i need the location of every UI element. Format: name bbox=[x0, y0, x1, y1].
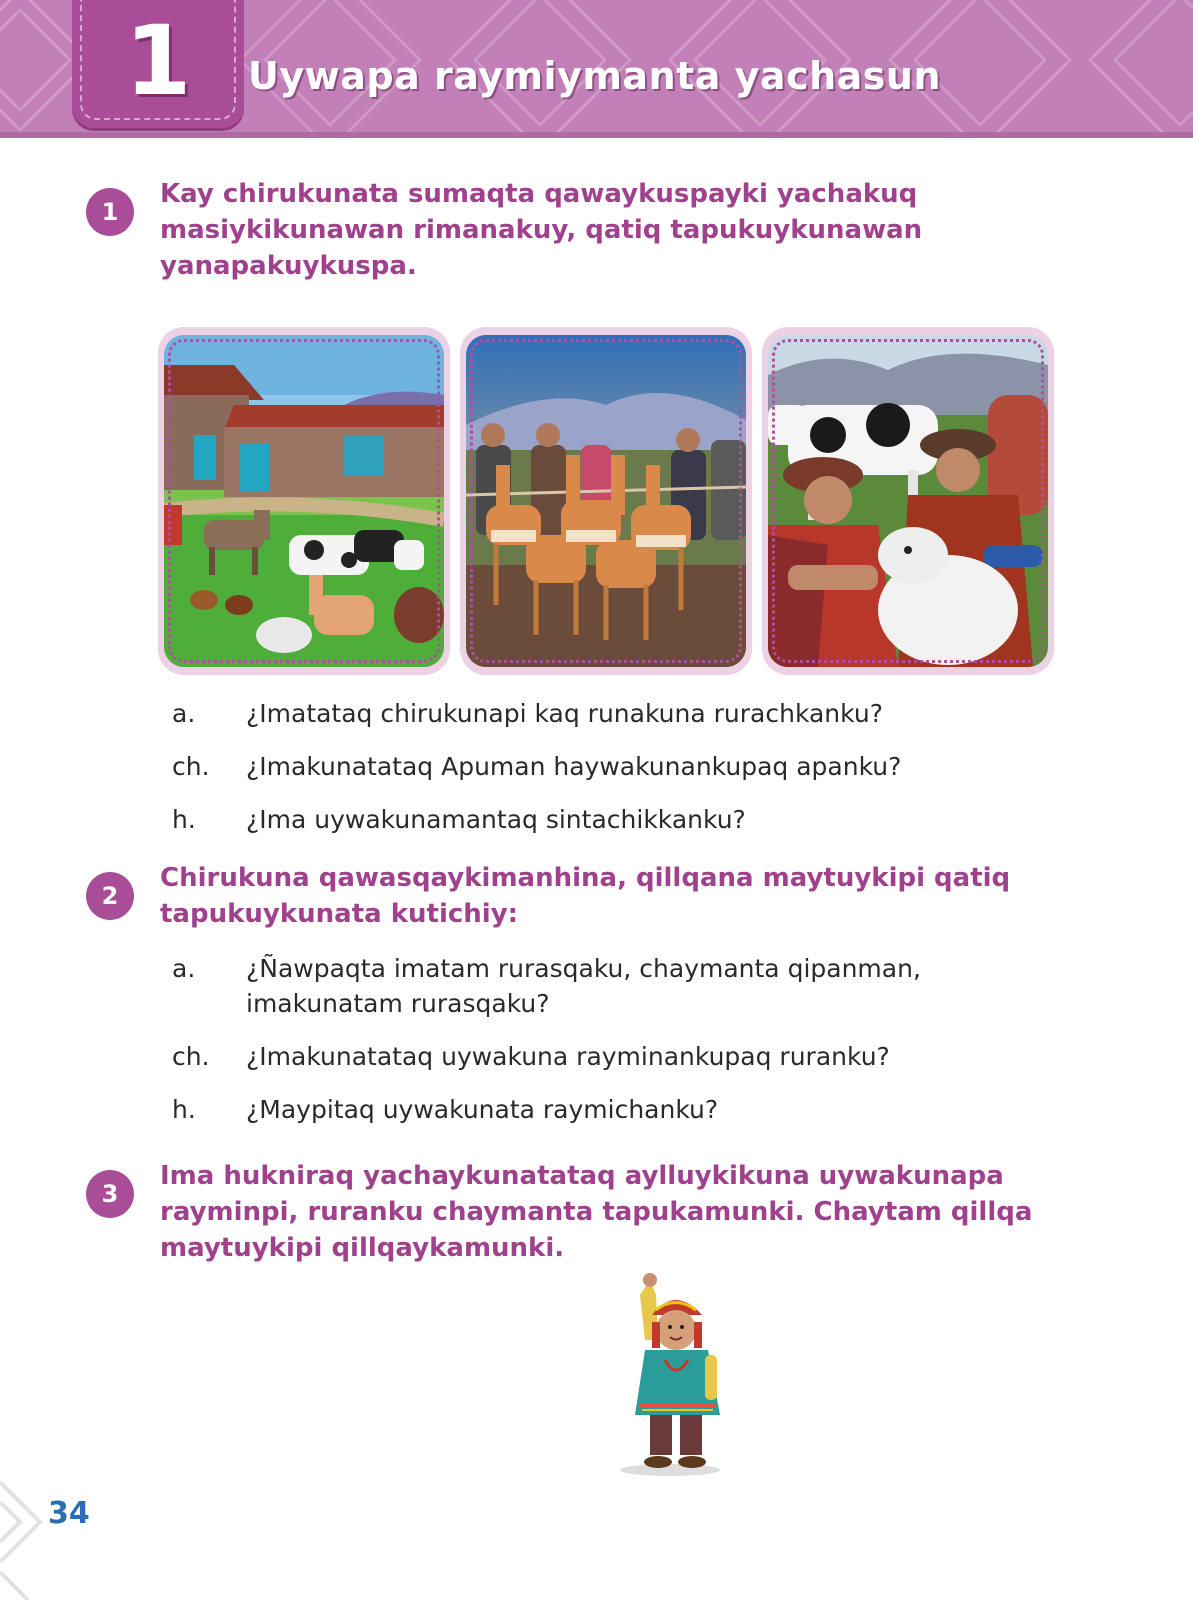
picture-frame bbox=[762, 327, 1054, 675]
farm-animals-illustration bbox=[164, 335, 444, 667]
animal-marking-illustration bbox=[768, 335, 1048, 667]
vicuna-herd-illustration bbox=[466, 335, 746, 667]
question-letter: ch. bbox=[172, 752, 210, 781]
question-item bbox=[172, 951, 1072, 1021]
child-pointing-illustration bbox=[590, 1270, 750, 1480]
question-item bbox=[172, 696, 1072, 731]
question-item bbox=[172, 802, 1072, 837]
question-text: ¿Imatataq chirukunapi kaq runakuna rurachkanku? bbox=[246, 699, 883, 728]
activity-instruction: Chirukuna qawasqaykimanhina, qillqana maytuykipi qatiq tapukuykunata kutichiy: bbox=[160, 863, 1011, 929]
question-letter: a. bbox=[172, 954, 196, 983]
question-letter: h. bbox=[172, 805, 196, 834]
question-text: ¿Maypitaq uywakunata raymichanku? bbox=[246, 1095, 719, 1124]
picture-frame bbox=[460, 327, 752, 675]
unit-number-tab bbox=[72, 0, 244, 128]
unit-title: Uywapa raymiymanta yachasun bbox=[248, 54, 942, 98]
question-text: ¿Ñawpaqta imatam rurasqaku, chaymanta qipanman, imakunatam rurasqaku? bbox=[246, 954, 921, 1018]
question-letter: h. bbox=[172, 1095, 196, 1124]
picture-frame bbox=[158, 327, 450, 675]
activity-number-badge: 3 bbox=[86, 1170, 134, 1218]
activity-number-badge: 2 bbox=[86, 872, 134, 920]
page-number: 34 bbox=[48, 1496, 90, 1531]
question-item bbox=[172, 1039, 1072, 1074]
header-underline bbox=[0, 132, 1193, 138]
question-letter: ch. bbox=[172, 1042, 210, 1071]
unit-header bbox=[0, 0, 1193, 138]
question-text: ¿Imakunatataq Apuman haywakunankupaq apanku? bbox=[246, 752, 902, 781]
question-text: ¿Ima uywakunamantaq sintachikkanku? bbox=[246, 805, 746, 834]
activity-number-badge: 1 bbox=[86, 188, 134, 236]
question-list bbox=[172, 951, 1072, 1127]
question-letter: a. bbox=[172, 699, 196, 728]
activity-instruction: Kay chirukunata sumaqta qawaykuspayki yachakuq masiykikunawan rimanakuy, qatiq tapukuykunawan yanapakuykuspa. bbox=[160, 179, 923, 281]
question-list bbox=[172, 696, 1072, 837]
question-text: ¿Imakunatataq uywakuna rayminankupaq ruranku? bbox=[246, 1042, 890, 1071]
question-item bbox=[172, 749, 1072, 784]
question-item bbox=[172, 1092, 1072, 1127]
corner-decoration bbox=[0, 1462, 60, 1600]
unit-number: 1 bbox=[124, 5, 192, 117]
activity-instruction: Ima hukniraq yachaykunatataq aylluykikuna uywakunapa rayminpi, ruranku chaymanta tapukamunki. Chaytam qillqa maytuykipi qillqaykamunki. bbox=[160, 1161, 1033, 1263]
